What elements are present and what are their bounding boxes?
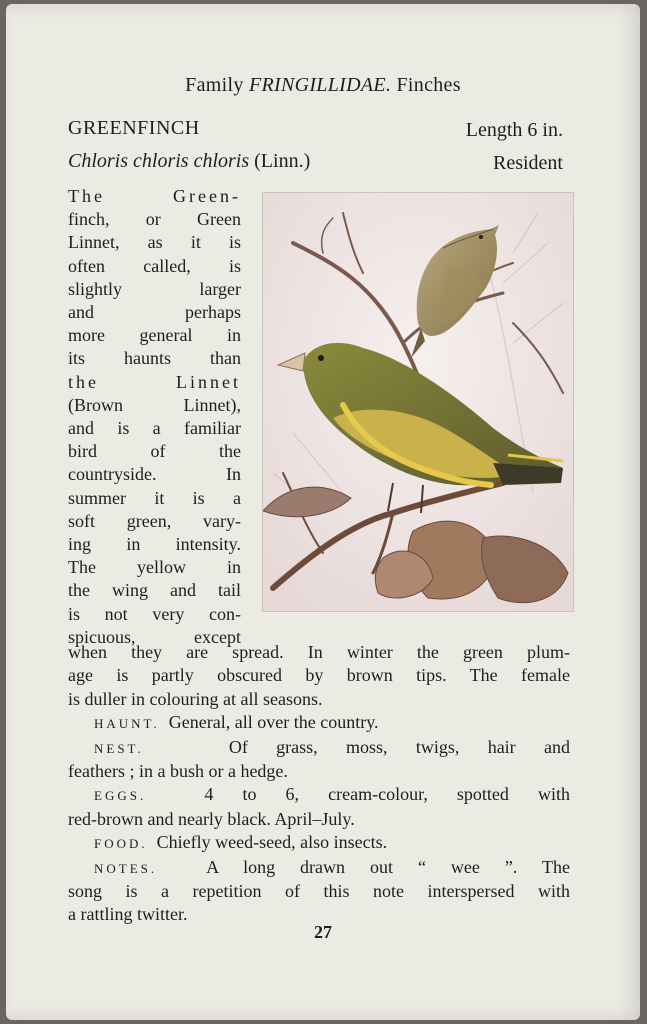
- description-line: and perhaps: [68, 302, 241, 323]
- description-line: slightly larger: [68, 278, 241, 299]
- haunt-label: HAUNT.: [94, 716, 160, 732]
- description-line: the Linnet: [68, 371, 241, 392]
- nest-label: NEST.: [94, 740, 144, 756]
- food-entry: [68, 831, 570, 855]
- notes-label: NOTES.: [94, 860, 158, 876]
- eggs-entry: [68, 783, 570, 807]
- description-line: when they are spread. In winter the green plum-: [68, 642, 570, 662]
- description-line: summer it is a: [68, 487, 241, 508]
- nest-text: Of grass, moss, twigs, hair and: [228, 736, 571, 757]
- description-column: [68, 185, 241, 649]
- description-line: more general in: [68, 325, 241, 346]
- nest-text-continued: feathers ; in a bush or a hedge.: [68, 761, 288, 782]
- description-line: ing in intensity.: [68, 534, 241, 555]
- description-line: spicuous, except: [68, 626, 241, 647]
- description-line: finch, or Green: [68, 209, 241, 230]
- description-line: is duller in colouring at all seasons.: [68, 688, 323, 709]
- notes-text: A long drawn out “ wee ”. The: [206, 856, 570, 877]
- species-length: Length 6 in.: [465, 119, 563, 141]
- description-line: (Brown Linnet),: [68, 394, 241, 415]
- description-line: The Green-: [68, 186, 241, 206]
- haunt-entry: [68, 711, 570, 735]
- description-line: Linnet, as it is: [68, 232, 241, 253]
- family-common-name: Finches: [396, 74, 461, 96]
- notes-text-end: a rattling twitter.: [68, 904, 188, 925]
- haunt-text: General, all over the country.: [168, 712, 379, 733]
- eggs-label: EGGS.: [94, 788, 147, 804]
- eggs-text: 4 to 6, cream-colour, spotted with: [204, 784, 571, 805]
- food-label: FOOD.: [94, 836, 148, 852]
- nest-entry: [68, 736, 570, 760]
- family-name: FRINGILLIDAE.: [248, 74, 392, 96]
- description-line: and is a familiar: [68, 418, 241, 439]
- description-continued: [68, 641, 570, 927]
- greenfinch-illustration: [262, 192, 574, 612]
- description-line: The yellow in: [68, 557, 241, 578]
- description-line: soft green, vary-: [68, 510, 241, 531]
- description-line: age is partly obscured by brown tips. The female: [68, 665, 570, 686]
- scientific-name: [68, 150, 310, 173]
- notes-entry: [68, 856, 570, 880]
- book-page: [6, 4, 640, 1020]
- species-name: GREENFINCH: [68, 117, 200, 139]
- page-number: 27: [314, 922, 332, 942]
- description-line: its haunts than: [68, 348, 241, 369]
- description-line: the wing and tail: [68, 580, 241, 601]
- description-line: countryside. In: [68, 464, 241, 485]
- notes-text-continued: song is a repetition of this note interspersed with: [68, 881, 570, 902]
- eggs-text-continued: red-brown and nearly black. April–July.: [68, 808, 355, 829]
- residency-status: Resident: [493, 152, 563, 174]
- description-line: is not very con-: [68, 603, 241, 624]
- scientific-latin: Chloris chloris chloris: [68, 150, 250, 172]
- food-text: Chiefly weed-seed, also insects.: [156, 832, 388, 853]
- scientific-authority: (Linn.): [254, 150, 311, 172]
- family-prefix: Family: [185, 74, 244, 96]
- family-header: [6, 74, 640, 97]
- description-line: often called, is: [68, 255, 241, 276]
- description-line: bird of the: [68, 441, 241, 462]
